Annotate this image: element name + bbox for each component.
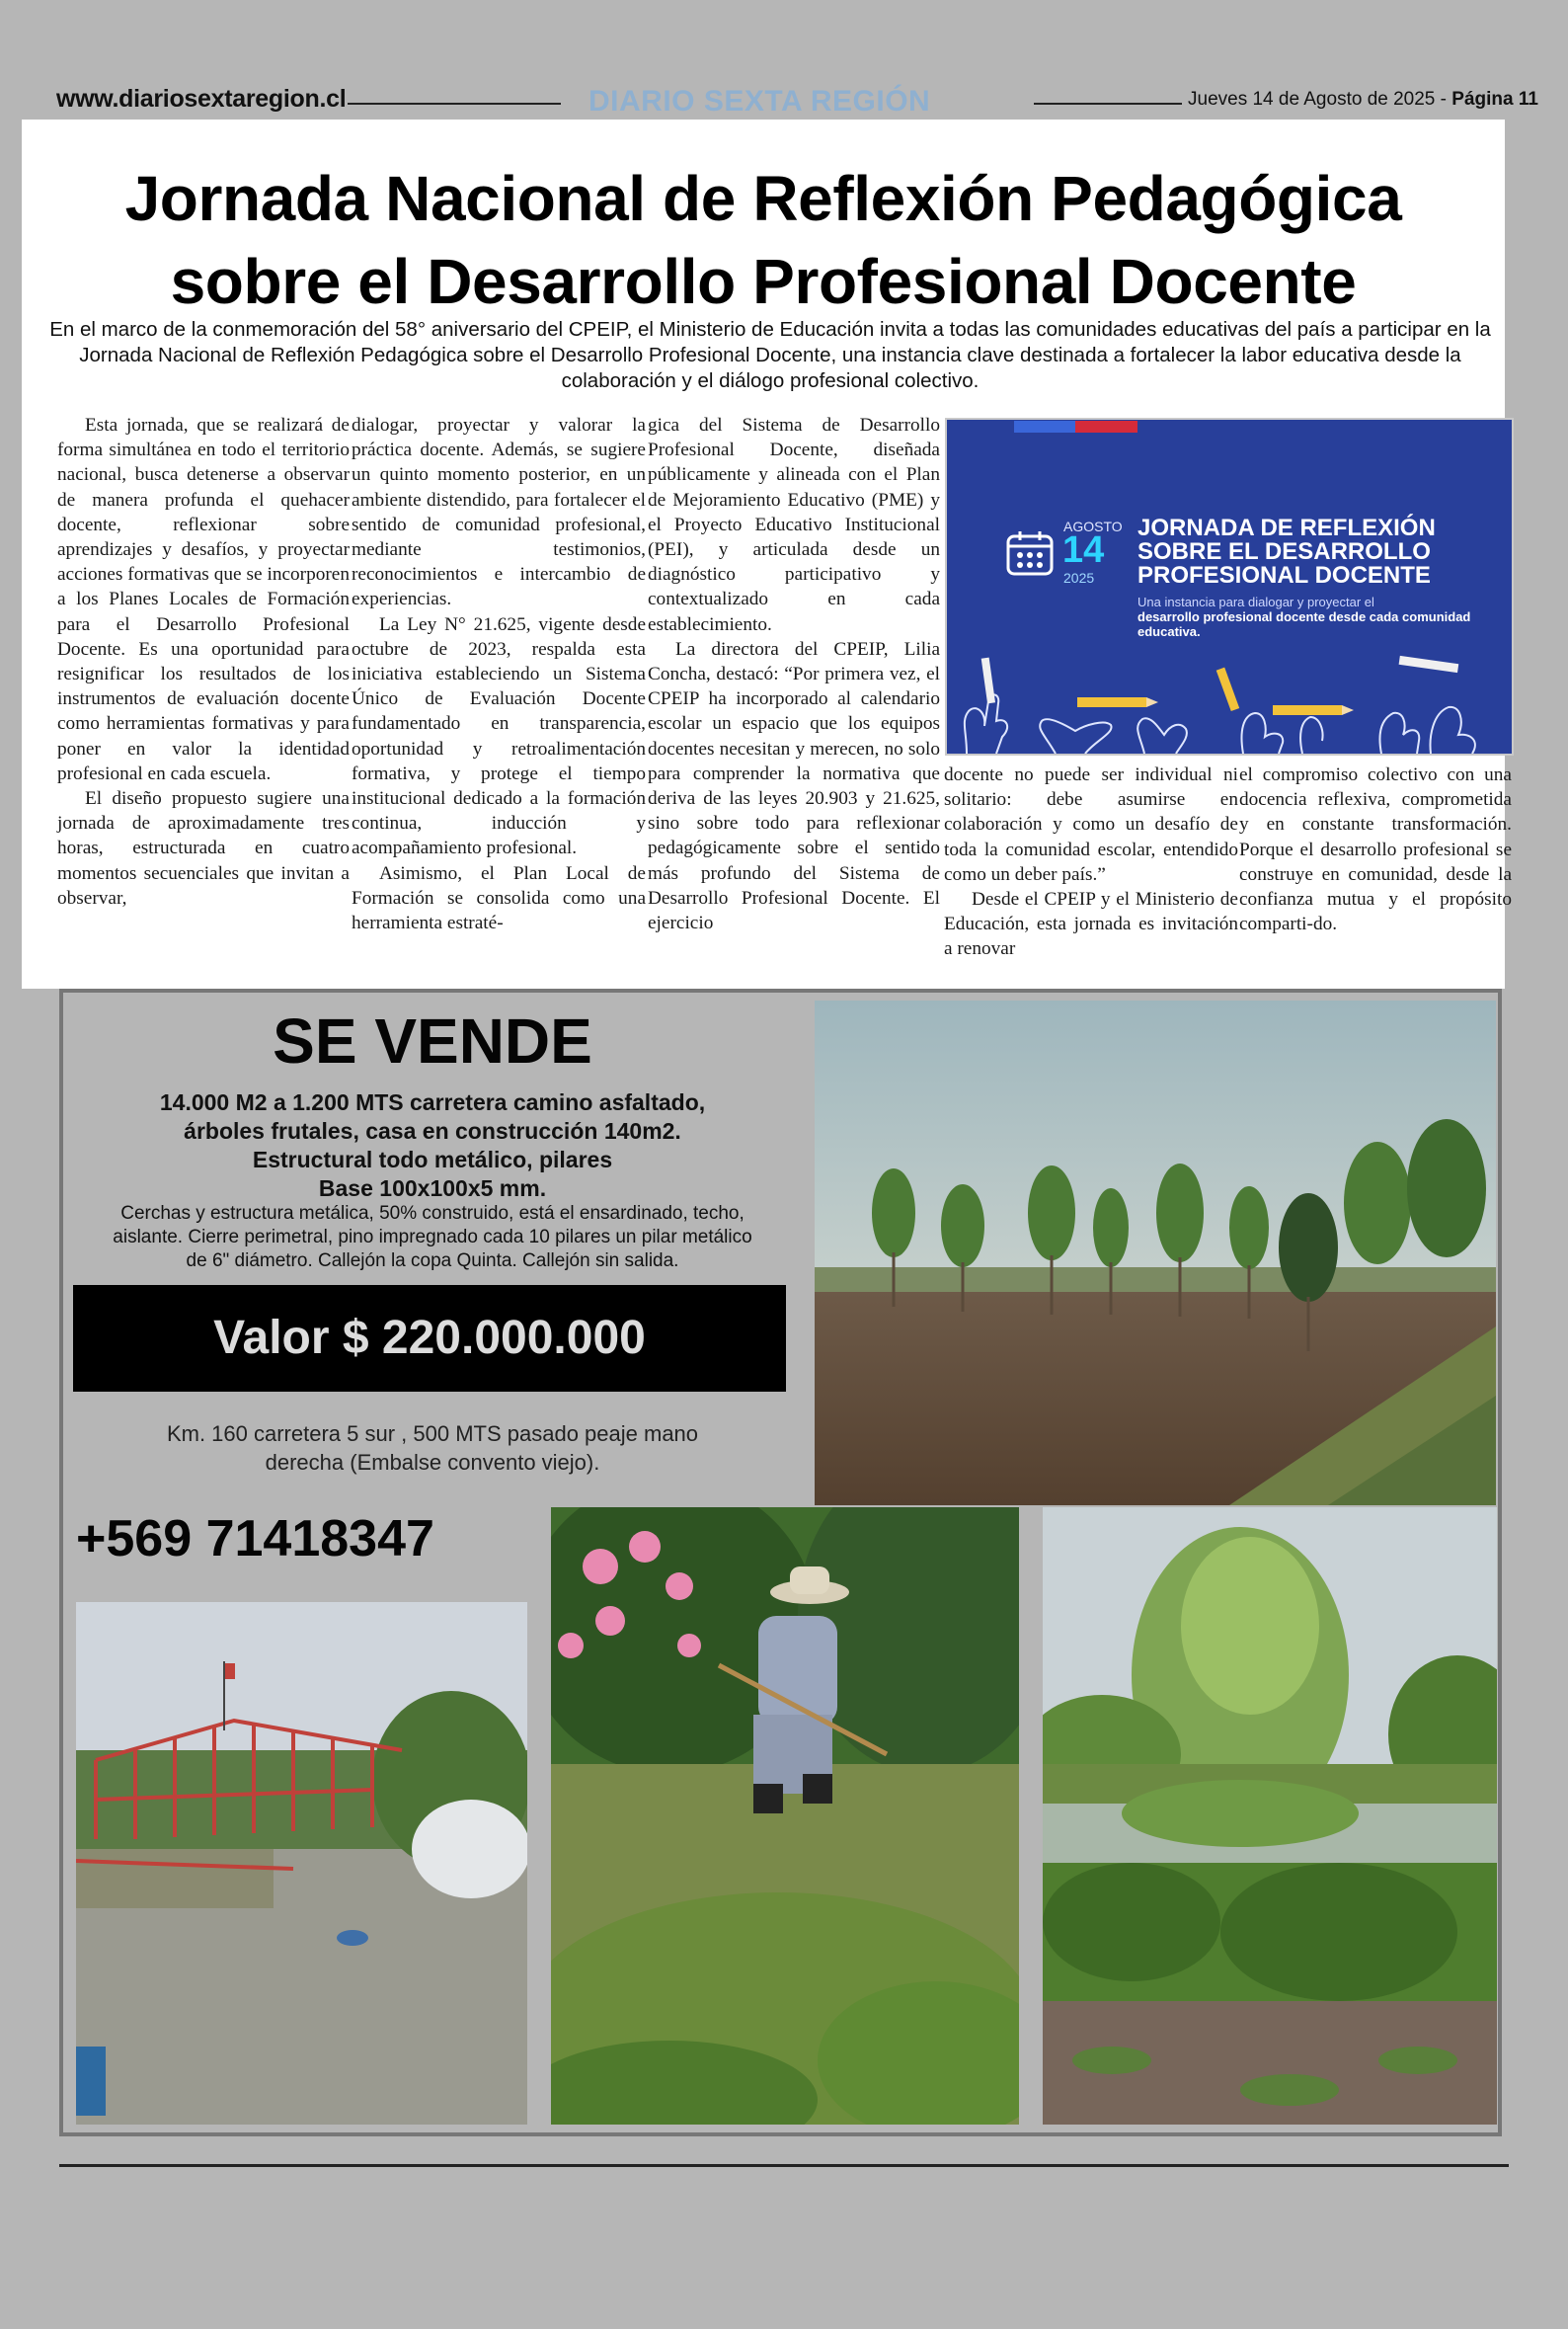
poster-subtitle-bold: desarrollo profesional docente desde cada comunidad educativa. <box>1137 609 1471 639</box>
paragraph: Asimismo, el Plan Local de Formación se consolida como una herramienta estraté- <box>352 862 646 934</box>
article-column-2 <box>352 413 646 935</box>
article-column-5 <box>1239 763 1512 936</box>
classified-ad <box>59 989 1502 2136</box>
paragraph: docente no puede ser individual ni solitario: debe asumirse en colaboración y como un desafío de toda la comunidad escolar, entendido como un deber país.” <box>944 764 1238 885</box>
header-rule-left <box>348 103 561 105</box>
issue-date-text: Jueves 14 de Agosto de 2025 - <box>1188 89 1452 110</box>
field-with-trees-photo <box>815 1001 1496 1505</box>
ad-property-summary <box>63 1088 802 1203</box>
poster-title: JORNADA DE REFLEXIÓN SOBRE EL DESARROLLO PROFESIONAL DOCENTE <box>1137 515 1436 589</box>
article-title <box>22 157 1505 323</box>
ad-location-line: derecha (Embalse convento viejo). <box>265 1450 600 1475</box>
ad-location <box>63 1419 802 1477</box>
ad-price: Valor $ 220.000.000 <box>73 1285 786 1392</box>
paragraph: La directora del CPEIP, Lilia Concha, destacó: “Por primera vez, el CPEIP ha incorporado al calendario escolar un espacio que los equipos docentes necesitan y merecen, no solo para comprender la normativa que deriva de las leyes 20.903 y 21.625, sino sobre todo para reflexionar pedagógicamente sobre el sentido más profundo del Sistema de Desarrollo Profesional Docente. El ejercicio <box>648 638 940 934</box>
ad-summary-line: árboles frutales, casa en construcción 140m2. <box>184 1118 681 1144</box>
poster-month: AGOSTO <box>1063 519 1123 534</box>
page-number: Página 11 <box>1451 89 1538 110</box>
article-column-4 <box>944 763 1238 962</box>
header-rule-right <box>1034 103 1182 105</box>
article-title-line2: sobre el Desarrollo Profesional Docente <box>170 246 1357 317</box>
paragraph: el compromiso colectivo con una docencia reflexiva, comprometida y en constante transformación. Porque el desarrollo profesional se construye en comunidad, desde la confianza mutua y el propósito comparti-do. <box>1239 764 1512 935</box>
ad-summary-line: Base 100x100x5 mm. <box>318 1175 547 1201</box>
paragraph: La Ley N° 21.625, vigente desde octubre de 2023, respalda esta iniciativa estableciendo un Sistema Único de Evaluación Docente fundamentado en transparencia, oportunidad y retroalimentación formativa, y protege el tiempo institucional dedicado a la formación continua, inducción y acompañamiento profesional. <box>352 613 646 859</box>
ad-summary-line: Estructural todo metálico, pilares <box>252 1147 613 1172</box>
calendar-icon <box>1006 530 1054 576</box>
ad-location-line: Km. 160 carretera 5 sur , 500 MTS pasado peaje mano <box>166 1421 699 1446</box>
paragraph: Desde el CPEIP y el Ministerio de Educación, esta jornada es invitación a renovar <box>944 889 1238 960</box>
article-title-line1: Jornada Nacional de Reflexión Pedagógica <box>124 163 1402 234</box>
issue-date <box>1188 89 1538 111</box>
event-poster <box>945 418 1514 756</box>
poster-year: 2025 <box>1063 570 1095 586</box>
ad-phone-number: +569 71418347 <box>76 1510 434 1567</box>
paragraph: Esta jornada, que se realizará de forma simultánea en todo el territorio nacional, busca detenerse a observar de manera profunda el quehacer docente, reflexionar sobre aprendizajes y desafíos, y proyectar acciones formativas que se incorporen a los Planes Locales de Formación para el Desarrollo Profesional Docente. Es una oportunidad para resignificar los resultados de los instrumentos de evaluación docente como herramientas formativas y para poner en valor la identidad profesional en cada escuela. <box>57 415 350 784</box>
newspaper-url: www.diariosextaregion.cl <box>56 85 347 113</box>
article-column-1 <box>57 413 350 911</box>
paragraph: El diseño propuesto sugiere una jornada de aproximadamente tres horas, estructurada en cuatro momentos secuenciales que invitan a observar, <box>57 788 350 909</box>
flag-stripe <box>1014 420 1137 432</box>
bottom-rule <box>59 2164 1509 2167</box>
poster-subtitle: Una instancia para dialogar y proyectar el <box>1137 595 1374 609</box>
metal-structure-photo <box>76 1602 527 2125</box>
article-panel <box>22 120 1512 989</box>
ad-detail-line: Cerchas y estructura metálica, 50% construido, está el ensardinado, techo, <box>120 1203 745 1224</box>
ad-summary-line: 14.000 M2 a 1.200 MTS carretera camino asfaltado, <box>159 1089 706 1115</box>
ad-details <box>63 1202 802 1273</box>
ad-detail-line: de 6" diámetro. Callejón la copa Quinta. Callejón sin salida. <box>186 1250 679 1271</box>
newspaper-brand: DIARIO SEXTA REGIÓN <box>588 85 931 118</box>
ad-detail-line: aislante. Cierre perimetral, pino impregnado cada 10 pilares un pilar metálico <box>113 1227 752 1247</box>
article-column-3 <box>648 413 940 935</box>
pond-garden-photo <box>1043 1507 1497 2125</box>
paragraph: gica del Sistema de Desarrollo Profesional Docente, diseñada públicamente y alineada con el Plan de Mejoramiento Educativo (PME) y el Proyecto Educativo Institucional (PEI), y articulada desde un diagnóstico participativo y contextualizado en cada establecimiento. <box>648 415 940 635</box>
man-gardening-photo <box>551 1507 1019 2125</box>
ad-heading: SE VENDE <box>273 1005 592 1077</box>
article-lead: En el marco de la conmemoración del 58° aniversario del CPEIP, el Ministerio de Educación invita a todas las comunidades educativas del país a participar en la Jornada Nacional de Reflexión Pedagógica sobre el Desarrollo Profesional Docente, una instancia clave destinada a fortalecer la labor educativa desde la colaboración y el diálogo profesional colectivo. <box>49 318 1491 392</box>
hands-pencils-illustration <box>947 642 1512 754</box>
poster-day: 14 <box>1062 529 1105 571</box>
paragraph: dialogar, proyectar y valorar la práctica docente. Además, se sugiere un quinto momento posterior, en un ambiente distendido, para fortalecer el sentido de comunidad profesional, mediante testimonios, reconocimientos e intercambio de experiencias. <box>352 415 646 610</box>
